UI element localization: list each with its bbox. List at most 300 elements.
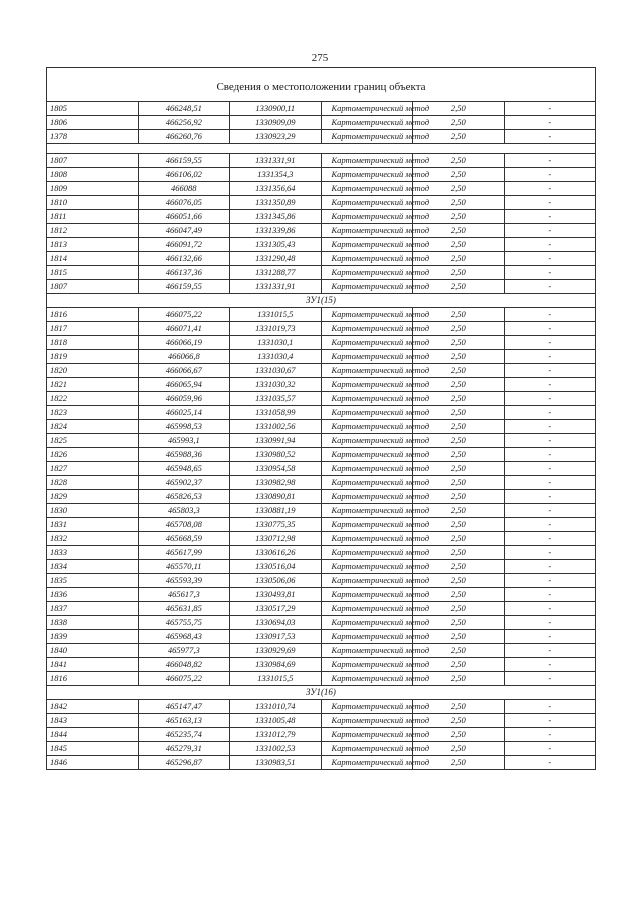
- description-cell: -: [504, 252, 596, 266]
- y-coordinate-cell: 1331345,86: [230, 210, 322, 224]
- x-coordinate-cell: 466025,14: [138, 406, 230, 420]
- y-coordinate-cell: 1331002,56: [230, 420, 322, 434]
- description-cell: -: [504, 378, 596, 392]
- method-cell: Картометрический метод: [321, 252, 413, 266]
- method-cell: Картометрический метод: [321, 756, 413, 770]
- table-row: [47, 574, 596, 588]
- description-cell: -: [504, 700, 596, 714]
- point-number-cell: 1824: [47, 420, 139, 434]
- method-cell: Картометрический метод: [321, 116, 413, 130]
- table-row: [47, 266, 596, 280]
- precision-cell: 2,50: [413, 392, 505, 406]
- method-cell: Картометрический метод: [321, 574, 413, 588]
- gap-cell: [47, 144, 596, 154]
- x-coordinate-cell: 465988,36: [138, 448, 230, 462]
- method-cell: Картометрический метод: [321, 308, 413, 322]
- method-cell: Картометрический метод: [321, 378, 413, 392]
- precision-cell: 2,50: [413, 658, 505, 672]
- y-coordinate-cell: 1331030,4: [230, 350, 322, 364]
- precision-cell: 2,50: [413, 420, 505, 434]
- precision-cell: 2,50: [413, 434, 505, 448]
- precision-cell: 2,50: [413, 238, 505, 252]
- y-coordinate-cell: 1331354,3: [230, 168, 322, 182]
- y-coordinate-cell: 1330983,51: [230, 756, 322, 770]
- point-number-cell: 1805: [47, 102, 139, 116]
- precision-cell: 2,50: [413, 182, 505, 196]
- precision-cell: 2,50: [413, 602, 505, 616]
- x-coordinate-cell: 466075,22: [138, 308, 230, 322]
- x-coordinate-cell: 466059,96: [138, 392, 230, 406]
- description-cell: -: [504, 224, 596, 238]
- method-cell: Картометрический метод: [321, 168, 413, 182]
- point-number-cell: 1846: [47, 756, 139, 770]
- x-coordinate-cell: 466075,22: [138, 672, 230, 686]
- description-cell: -: [504, 504, 596, 518]
- table-row: [47, 420, 596, 434]
- x-coordinate-cell: 466091,72: [138, 238, 230, 252]
- x-coordinate-cell: 466051,66: [138, 210, 230, 224]
- description-cell: -: [504, 518, 596, 532]
- description-cell: -: [504, 448, 596, 462]
- description-cell: -: [504, 672, 596, 686]
- method-cell: Картометрический метод: [321, 644, 413, 658]
- x-coordinate-cell: 465803,3: [138, 504, 230, 518]
- precision-cell: 2,50: [413, 448, 505, 462]
- point-number-cell: 1818: [47, 336, 139, 350]
- precision-cell: 2,50: [413, 168, 505, 182]
- y-coordinate-cell: 1330917,53: [230, 630, 322, 644]
- point-number-cell: 1814: [47, 252, 139, 266]
- table-row: [47, 210, 596, 224]
- table-row: [47, 546, 596, 560]
- method-cell: Картометрический метод: [321, 196, 413, 210]
- precision-cell: 2,50: [413, 546, 505, 560]
- point-number-cell: 1841: [47, 658, 139, 672]
- description-cell: -: [504, 476, 596, 490]
- y-coordinate-cell: 1330954,58: [230, 462, 322, 476]
- precision-cell: 2,50: [413, 266, 505, 280]
- precision-cell: 2,50: [413, 116, 505, 130]
- table-row: [47, 532, 596, 546]
- precision-cell: 2,50: [413, 224, 505, 238]
- precision-cell: 2,50: [413, 406, 505, 420]
- table-row: [47, 224, 596, 238]
- y-coordinate-cell: 1331030,67: [230, 364, 322, 378]
- y-coordinate-cell: 1330929,69: [230, 644, 322, 658]
- precision-cell: 2,50: [413, 700, 505, 714]
- y-coordinate-cell: 1331010,74: [230, 700, 322, 714]
- x-coordinate-cell: 465163,13: [138, 714, 230, 728]
- point-number-cell: 1806: [47, 116, 139, 130]
- precision-cell: 2,50: [413, 616, 505, 630]
- y-coordinate-cell: 1330616,26: [230, 546, 322, 560]
- point-number-cell: 1807: [47, 154, 139, 168]
- precision-cell: 2,50: [413, 130, 505, 144]
- point-number-cell: 1829: [47, 490, 139, 504]
- table-row: [47, 518, 596, 532]
- x-coordinate-cell: 465902,37: [138, 476, 230, 490]
- x-coordinate-cell: 465998,53: [138, 420, 230, 434]
- method-cell: Картометрический метод: [321, 742, 413, 756]
- x-coordinate-cell: 465826,53: [138, 490, 230, 504]
- x-coordinate-cell: 466066,67: [138, 364, 230, 378]
- point-number-cell: 1807: [47, 280, 139, 294]
- table-row: [47, 406, 596, 420]
- precision-cell: 2,50: [413, 308, 505, 322]
- point-number-cell: 1837: [47, 602, 139, 616]
- description-cell: -: [504, 756, 596, 770]
- x-coordinate-cell: 465968,43: [138, 630, 230, 644]
- table-row: [47, 504, 596, 518]
- table-row: [47, 700, 596, 714]
- description-cell: -: [504, 210, 596, 224]
- page-number: 275: [311, 52, 329, 64]
- x-coordinate-cell: 465668,59: [138, 532, 230, 546]
- precision-cell: 2,50: [413, 350, 505, 364]
- description-cell: -: [504, 336, 596, 350]
- precision-cell: 2,50: [413, 322, 505, 336]
- description-cell: -: [504, 588, 596, 602]
- method-cell: Картометрический метод: [321, 434, 413, 448]
- point-number-cell: 1828: [47, 476, 139, 490]
- description-cell: -: [504, 574, 596, 588]
- x-coordinate-cell: 466066,8: [138, 350, 230, 364]
- point-number-cell: 1835: [47, 574, 139, 588]
- y-coordinate-cell: 1331005,48: [230, 714, 322, 728]
- description-cell: -: [504, 168, 596, 182]
- point-number-cell: 1815: [47, 266, 139, 280]
- point-number-cell: 1813: [47, 238, 139, 252]
- y-coordinate-cell: 1330775,35: [230, 518, 322, 532]
- x-coordinate-cell: 465755,75: [138, 616, 230, 630]
- precision-cell: 2,50: [413, 728, 505, 742]
- table-header: Сведения о местоположении границ объекта: [47, 68, 596, 102]
- table-row: [47, 756, 596, 770]
- precision-cell: 2,50: [413, 210, 505, 224]
- table-row: [47, 392, 596, 406]
- method-cell: Картометрический метод: [321, 406, 413, 420]
- point-number-cell: 1812: [47, 224, 139, 238]
- method-cell: Картометрический метод: [321, 504, 413, 518]
- method-cell: Картометрический метод: [321, 350, 413, 364]
- method-cell: Картометрический метод: [321, 672, 413, 686]
- x-coordinate-cell: 465593,39: [138, 574, 230, 588]
- x-coordinate-cell: 466137,36: [138, 266, 230, 280]
- table-row: [47, 742, 596, 756]
- y-coordinate-cell: 1330923,29: [230, 130, 322, 144]
- table-row: [47, 588, 596, 602]
- description-cell: -: [504, 350, 596, 364]
- x-coordinate-cell: 466071,41: [138, 322, 230, 336]
- precision-cell: 2,50: [413, 518, 505, 532]
- precision-cell: 2,50: [413, 644, 505, 658]
- method-cell: Картометрический метод: [321, 130, 413, 144]
- y-coordinate-cell: 1330517,29: [230, 602, 322, 616]
- precision-cell: 2,50: [413, 532, 505, 546]
- precision-cell: 2,50: [413, 630, 505, 644]
- point-number-cell: 1843: [47, 714, 139, 728]
- y-coordinate-cell: 1331305,43: [230, 238, 322, 252]
- boundary-table-body: [47, 68, 596, 770]
- method-cell: Картометрический метод: [321, 630, 413, 644]
- precision-cell: 2,50: [413, 742, 505, 756]
- y-coordinate-cell: 1330900,11: [230, 102, 322, 116]
- description-cell: -: [504, 560, 596, 574]
- section-label: ЗУ1(16): [47, 686, 596, 700]
- method-cell: Картометрический метод: [321, 210, 413, 224]
- point-number-cell: 1830: [47, 504, 139, 518]
- point-number-cell: 1839: [47, 630, 139, 644]
- x-coordinate-cell: 466248,51: [138, 102, 230, 116]
- x-coordinate-cell: 466088: [138, 182, 230, 196]
- description-cell: -: [504, 238, 596, 252]
- precision-cell: 2,50: [413, 714, 505, 728]
- description-cell: -: [504, 154, 596, 168]
- method-cell: Картометрический метод: [321, 518, 413, 532]
- precision-cell: 2,50: [413, 196, 505, 210]
- method-cell: Картометрический метод: [321, 154, 413, 168]
- table-row: [47, 116, 596, 130]
- point-number-cell: 1836: [47, 588, 139, 602]
- table-row: [47, 434, 596, 448]
- precision-cell: 2,50: [413, 588, 505, 602]
- x-coordinate-cell: 465617,99: [138, 546, 230, 560]
- y-coordinate-cell: 1331002,53: [230, 742, 322, 756]
- method-cell: Картометрический метод: [321, 560, 413, 574]
- point-number-cell: 1834: [47, 560, 139, 574]
- method-cell: Картометрический метод: [321, 532, 413, 546]
- y-coordinate-cell: 1331331,91: [230, 280, 322, 294]
- y-coordinate-cell: 1331019,73: [230, 322, 322, 336]
- table-row: [47, 462, 596, 476]
- table-row: [47, 476, 596, 490]
- method-cell: Картометрический метод: [321, 700, 413, 714]
- point-number-cell: 1842: [47, 700, 139, 714]
- point-number-cell: 1845: [47, 742, 139, 756]
- method-cell: Картометрический метод: [321, 102, 413, 116]
- table-row: [47, 322, 596, 336]
- table-row: [47, 154, 596, 168]
- y-coordinate-cell: 1330909,09: [230, 116, 322, 130]
- method-cell: Картометрический метод: [321, 714, 413, 728]
- y-coordinate-cell: 1331030,1: [230, 336, 322, 350]
- table-row: [47, 130, 596, 144]
- y-coordinate-cell: 1331290,48: [230, 252, 322, 266]
- method-cell: Картометрический метод: [321, 588, 413, 602]
- method-cell: Картометрический метод: [321, 266, 413, 280]
- point-number-cell: 1816: [47, 672, 139, 686]
- description-cell: -: [504, 658, 596, 672]
- point-number-cell: 1819: [47, 350, 139, 364]
- x-coordinate-cell: 466132,66: [138, 252, 230, 266]
- y-coordinate-cell: 1330982,98: [230, 476, 322, 490]
- point-number-cell: 1810: [47, 196, 139, 210]
- point-number-cell: 1378: [47, 130, 139, 144]
- method-cell: Картометрический метод: [321, 224, 413, 238]
- point-number-cell: 1826: [47, 448, 139, 462]
- point-number-cell: 1838: [47, 616, 139, 630]
- table-row: [47, 364, 596, 378]
- x-coordinate-cell: 465279,31: [138, 742, 230, 756]
- x-coordinate-cell: 466256,92: [138, 116, 230, 130]
- precision-cell: 2,50: [413, 462, 505, 476]
- description-cell: -: [504, 196, 596, 210]
- precision-cell: 2,50: [413, 504, 505, 518]
- table-row: [47, 350, 596, 364]
- precision-cell: 2,50: [413, 102, 505, 116]
- method-cell: Картометрический метод: [321, 490, 413, 504]
- section-label: ЗУ1(15): [47, 294, 596, 308]
- y-coordinate-cell: 1331035,57: [230, 392, 322, 406]
- description-cell: -: [504, 434, 596, 448]
- point-number-cell: 1827: [47, 462, 139, 476]
- y-coordinate-cell: 1331288,77: [230, 266, 322, 280]
- x-coordinate-cell: 465977,3: [138, 644, 230, 658]
- x-coordinate-cell: 465147,47: [138, 700, 230, 714]
- point-number-cell: 1817: [47, 322, 139, 336]
- method-cell: Картометрический метод: [321, 476, 413, 490]
- table-row: [47, 378, 596, 392]
- y-coordinate-cell: 1331015,5: [230, 672, 322, 686]
- x-coordinate-cell: 466047,49: [138, 224, 230, 238]
- y-coordinate-cell: 1330890,81: [230, 490, 322, 504]
- y-coordinate-cell: 1331350,89: [230, 196, 322, 210]
- description-cell: -: [504, 102, 596, 116]
- description-cell: -: [504, 266, 596, 280]
- point-number-cell: 1821: [47, 378, 139, 392]
- table-row: [47, 308, 596, 322]
- precision-cell: 2,50: [413, 560, 505, 574]
- precision-cell: 2,50: [413, 756, 505, 770]
- description-cell: -: [504, 742, 596, 756]
- method-cell: Картометрический метод: [321, 182, 413, 196]
- x-coordinate-cell: 466076,05: [138, 196, 230, 210]
- y-coordinate-cell: 1330493,81: [230, 588, 322, 602]
- method-cell: Картометрический метод: [321, 728, 413, 742]
- y-coordinate-cell: 1331339,86: [230, 224, 322, 238]
- description-cell: -: [504, 602, 596, 616]
- x-coordinate-cell: 465993,1: [138, 434, 230, 448]
- y-coordinate-cell: 1331331,91: [230, 154, 322, 168]
- x-coordinate-cell: 465708,08: [138, 518, 230, 532]
- section-row: [47, 294, 596, 308]
- x-coordinate-cell: 466048,82: [138, 658, 230, 672]
- description-cell: -: [504, 392, 596, 406]
- x-coordinate-cell: 466260,76: [138, 130, 230, 144]
- table-row: [47, 658, 596, 672]
- description-cell: -: [504, 728, 596, 742]
- method-cell: Картометрический метод: [321, 602, 413, 616]
- table-row: [47, 252, 596, 266]
- method-cell: Картометрический метод: [321, 462, 413, 476]
- method-cell: Картометрический метод: [321, 420, 413, 434]
- y-coordinate-cell: 1330984,69: [230, 658, 322, 672]
- table-row: [47, 182, 596, 196]
- point-number-cell: 1822: [47, 392, 139, 406]
- description-cell: -: [504, 280, 596, 294]
- point-number-cell: 1808: [47, 168, 139, 182]
- method-cell: Картометрический метод: [321, 336, 413, 350]
- boundary-table: [46, 67, 596, 770]
- table-row: [47, 672, 596, 686]
- method-cell: Картометрический метод: [321, 364, 413, 378]
- x-coordinate-cell: 466066,19: [138, 336, 230, 350]
- precision-cell: 2,50: [413, 252, 505, 266]
- method-cell: Картометрический метод: [321, 322, 413, 336]
- point-number-cell: 1811: [47, 210, 139, 224]
- y-coordinate-cell: 1331058,99: [230, 406, 322, 420]
- x-coordinate-cell: 465631,85: [138, 602, 230, 616]
- method-cell: Картометрический метод: [321, 238, 413, 252]
- table-row: [47, 168, 596, 182]
- table-row: [47, 196, 596, 210]
- point-number-cell: 1840: [47, 644, 139, 658]
- precision-cell: 2,50: [413, 490, 505, 504]
- description-cell: -: [504, 308, 596, 322]
- point-number-cell: 1820: [47, 364, 139, 378]
- table-row: [47, 602, 596, 616]
- description-cell: -: [504, 116, 596, 130]
- description-cell: -: [504, 462, 596, 476]
- description-cell: -: [504, 644, 596, 658]
- table-row: [47, 490, 596, 504]
- method-cell: Картометрический метод: [321, 658, 413, 672]
- y-coordinate-cell: 1330980,52: [230, 448, 322, 462]
- y-coordinate-cell: 1331030,32: [230, 378, 322, 392]
- description-cell: -: [504, 406, 596, 420]
- y-coordinate-cell: 1331012,79: [230, 728, 322, 742]
- table-row: [47, 728, 596, 742]
- precision-cell: 2,50: [413, 364, 505, 378]
- table-row: [47, 448, 596, 462]
- y-coordinate-cell: 1330881,19: [230, 504, 322, 518]
- precision-cell: 2,50: [413, 336, 505, 350]
- point-number-cell: 1832: [47, 532, 139, 546]
- point-number-cell: 1844: [47, 728, 139, 742]
- x-coordinate-cell: 466159,55: [138, 154, 230, 168]
- precision-cell: 2,50: [413, 280, 505, 294]
- table-row: [47, 280, 596, 294]
- table-row: [47, 644, 596, 658]
- x-coordinate-cell: 465296,87: [138, 756, 230, 770]
- point-number-cell: 1825: [47, 434, 139, 448]
- table-row: [47, 630, 596, 644]
- table-row: [47, 560, 596, 574]
- description-cell: -: [504, 322, 596, 336]
- precision-cell: 2,50: [413, 672, 505, 686]
- point-number-cell: 1831: [47, 518, 139, 532]
- table-row: [47, 616, 596, 630]
- description-cell: -: [504, 546, 596, 560]
- description-cell: -: [504, 130, 596, 144]
- method-cell: Картометрический метод: [321, 546, 413, 560]
- y-coordinate-cell: 1331356,64: [230, 182, 322, 196]
- table-header-row: [47, 68, 596, 102]
- method-cell: Картометрический метод: [321, 392, 413, 406]
- method-cell: Картометрический метод: [321, 448, 413, 462]
- description-cell: -: [504, 490, 596, 504]
- table-row: [47, 336, 596, 350]
- x-coordinate-cell: 465617,3: [138, 588, 230, 602]
- x-coordinate-cell: 466106,02: [138, 168, 230, 182]
- point-number-cell: 1833: [47, 546, 139, 560]
- y-coordinate-cell: 1330694,03: [230, 616, 322, 630]
- y-coordinate-cell: 1330506,06: [230, 574, 322, 588]
- section-row: [47, 686, 596, 700]
- table-row: [47, 102, 596, 116]
- method-cell: Картометрический метод: [321, 280, 413, 294]
- table-row: [47, 238, 596, 252]
